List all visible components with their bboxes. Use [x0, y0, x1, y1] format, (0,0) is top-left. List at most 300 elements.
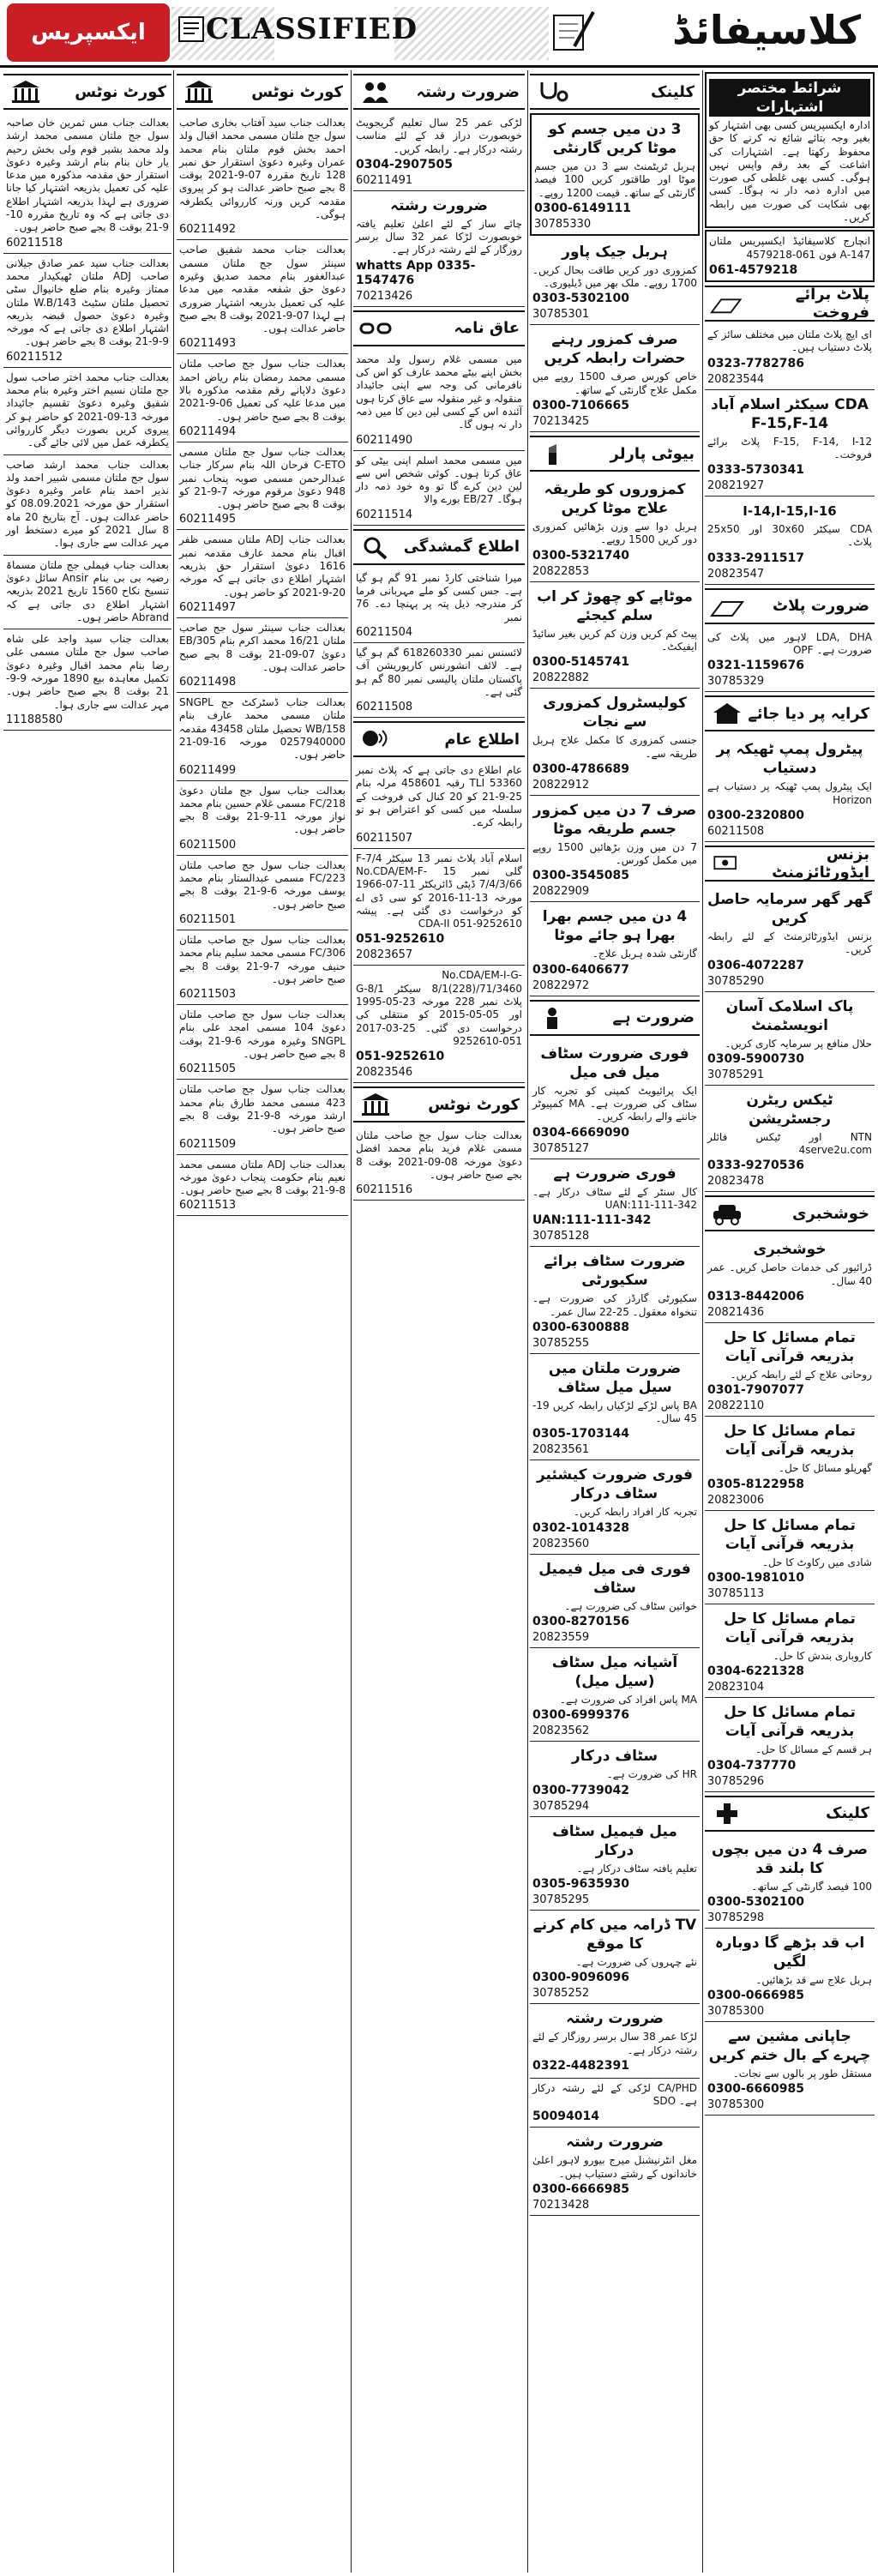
ad-title: صرف 7 دن میں کمزور جسم طریقہ موٹا [532, 801, 697, 838]
court-notice-ad [3, 629, 171, 731]
section-header-court-notice [353, 1086, 525, 1122]
ad-body: بعدالت جناب سید آفتاب بخاری صاحب سول جج ملتان مسمی محمد اقبال ولد احمد بخش قوم ملتان بنام محمد عمران وغیرہ دعویٰ استقرار حق نمبر 128 تاریخ مقررہ 07-9-2021 بوقت 8 بجے صبح حاضر عدالت ہو کر پیروی مقدمہ کریں ورنہ کارروائی یکطرفہ ہوگی۔ [179, 117, 346, 221]
ad-body: ایک پرائیویٹ کمپنی کو تجربہ کار سٹاف کی ضرورت ہے۔ MA کمپیوٹر جاننے والے رابطہ کریں۔ [532, 1084, 697, 1123]
ad-body: میں مسمی محمد اسلم اپنی بیٹی کو عاق کرتا ہوں۔ کوئی شخص اس سے لین دین کرے گا تو وہ خود ذمہ دار ہوگا۔ 27/EB بورے والا [356, 454, 522, 506]
ad-phone: 0302-1014328 [532, 1520, 629, 1535]
court-notice-ad [3, 556, 171, 629]
ad-code: 30785298 [707, 1911, 765, 1924]
ad-code: 20822110 [707, 1399, 765, 1413]
job-ad [530, 1354, 700, 1461]
ad-code: 20821436 [707, 1306, 765, 1320]
ad-code: 30785255 [532, 1336, 590, 1350]
ad-body: بعدالت جناب سید عمر صادق جیلانی صاحب ADJ ملتان ٹھیکیدار محمد ممتاز وغیرہ بنام ضلع خانیوال سٹی تحصیل ملتان سٹیٹ 143/W.B ملتان وغیرہ دعویٰ حصول قبضہ بذریعہ اشتہار اطلاع دی جاتی ہے کہ مورخہ 9-9-21 بوقت 8 بجے حاضر ہوں۔ [6, 256, 169, 348]
ad-body: میرا شناختی کارڈ نمبر 91 گم ہو گیا ہے۔ جس کسی کو ملے مہربانی فرما کر مندرجہ ذیل پتہ پر پہنچا دے۔ 76 نمبر [356, 571, 522, 623]
ad-code: 20823657 [356, 948, 413, 962]
ad-title: I-14,I-15,I-16 [743, 503, 837, 520]
ad-code: 30785294 [532, 1799, 590, 1813]
section-title: کلینک [826, 1804, 869, 1822]
ad-code: 11188580 [6, 713, 63, 726]
ad-title: تمام مسائل کا حل بذریعہ قرآنی آیات [724, 1423, 856, 1460]
court-notice-ad [3, 368, 171, 455]
spiritual-ad [705, 1604, 875, 1698]
ad-title: ضرورت رشتہ [390, 196, 488, 214]
speaking-head-icon [358, 726, 393, 752]
section-header-rishta [353, 74, 525, 110]
ad-title: ضرورت رشتہ [566, 2134, 664, 2152]
ad-phone: 0300-7739042 [532, 1783, 629, 1797]
contact-box [705, 230, 875, 282]
court-notice-ad [177, 1005, 348, 1080]
section-title: خوشخبری [792, 1204, 869, 1223]
column-divider [527, 70, 528, 2573]
column-court-notices-2 [177, 70, 348, 2573]
ad-phone: 0300-0666985 [707, 1989, 804, 2003]
ad-code: 60211495 [179, 513, 237, 527]
ad-code: 60211494 [179, 424, 237, 438]
ad-phone: 0305-9635930 [532, 1876, 629, 1891]
ad-body: بعدالت جناب فیملی جج ملتان مسماۃ رضیہ بی بی بنام Ansir سائل دعویٰ تنسیخ نکاح 1560 تاریخ 2021 بذریعہ اشتہار اطلاع دی جاتی ہے کہ Abrand حاضر ہوں۔ [6, 558, 169, 623]
section-title: کورٹ نوٹس [75, 82, 166, 101]
ad-phone: 0304-6221328 [707, 1664, 804, 1679]
section-title: بیوٹی پارلر [610, 444, 695, 463]
court-building-icon [358, 1092, 393, 1117]
ad-code: 60211503 [179, 988, 237, 1002]
ad-code: 60211514 [356, 508, 413, 521]
ad-phone: 0300-3545085 [532, 869, 629, 883]
ad-code: 60211498 [179, 676, 237, 689]
ad-code: 60211518 [6, 236, 63, 250]
ad-code: 20823478 [707, 1175, 765, 1189]
ad-code: 60211509 [179, 1137, 237, 1151]
court-building-icon [9, 79, 43, 105]
section-header-clinic [705, 1796, 875, 1832]
ad-body: MA پاس افراد کی ضرورت ہے۔ [559, 1694, 697, 1706]
job-ad [530, 1742, 700, 1816]
ad-code: 20822909 [532, 885, 590, 899]
ad-body: بعدالت جناب سینئر سول جج صاحب ملتان 16/21 محمد اکرم بنام 305/EB دعویٰ 07-09-21 بوقت 8 بجے صبح حاضر عدالت ہوں۔ [179, 621, 346, 673]
ad-code: 20823547 [707, 567, 765, 581]
ad-title: گھر گھر سرمایہ حاصل کریں [707, 890, 872, 927]
ad-body: بعدالت جناب محمد شفیق صاحب سینئر سول جج ملتان مسمی عبدالغفور بنام محمد صدیق وغیرہ دعویٰ حق شفعہ مقدمہ میں مدعا علیہ کی تعمیل بذریعہ اشتہار ضروری ہے لہذا 07-9-2021 بوقت 8 بجے صبح حاضر عدالت ہوں۔ [179, 244, 346, 335]
service-ad [705, 1235, 875, 1323]
clinic-ad [530, 796, 700, 903]
column-announcements [353, 70, 525, 2573]
ad-body: بعدالت جناب سول جج صاحب ملتان 306/FC مسمی محمد سلیم بنام محمد حنیف مورخہ 7-9-21 بوقت 8 بجے صبح حاضر ہوں۔ [179, 933, 346, 985]
ad-body: کمزوری دور کریں طاقت بحال کریں۔ 1700 روپے۔ ملک بھر میں ڈیلیوری۔ [532, 263, 697, 290]
land-plot-icon [710, 291, 742, 316]
ad-title: تمام مسائل کا حل بذریعہ قرآنی آیات [724, 1610, 856, 1646]
section-title: ضرورت ہے [612, 1008, 695, 1027]
aaq-nama-ad [353, 350, 525, 451]
ad-phone: 0303-5302100 [532, 292, 629, 306]
ad-code: 20821927 [707, 479, 765, 493]
ad-phone: 0300-7106665 [532, 399, 629, 413]
ad-code: 30785330 [534, 217, 592, 231]
ad-phone: 0300-5302100 [707, 1894, 804, 1909]
ad-body: ڈرائیور کی خدمات حاصل کریں۔ عمر 40 سال۔ [707, 1261, 872, 1287]
ad-title: ٹیکس ریٹرن رجسٹریشن [746, 1091, 833, 1128]
property-ad [705, 628, 875, 693]
public-notice-ad [353, 849, 525, 966]
ad-body: 100 فیصد گارنٹی کے ساتھ۔ [751, 1880, 872, 1893]
ad-body: LDA, DHA لاہور میں پلاٹ کی ضرورت ہے۔ OPF [707, 630, 873, 657]
court-notice-ad [177, 442, 348, 530]
column-divider [351, 70, 352, 2573]
ad-body: بعدالت جناب ڈسٹرکٹ جج SNGPL ملتان مسمی محمد عارف بنام 158/WB تحصیل ملتان 43458 مقدمہ 0257940000 مورخہ 16-09-21 حاضر ہوں۔ [179, 696, 346, 761]
section-header-plot-sale [705, 286, 875, 322]
ad-body: خواتین سٹاف کی ضرورت ہے۔ [564, 1599, 697, 1612]
court-notice-ad [177, 354, 348, 442]
ad-body: ہر قسم کے مسائل کا حل۔ [755, 1743, 872, 1756]
ad-code: 20822912 [532, 778, 590, 791]
court-notice-ad [177, 240, 348, 354]
ad-phone: 0300-4786689 [532, 761, 629, 776]
ad-body: HR کی ضرورت ہے۔ [606, 1768, 697, 1781]
ad-code: 30785301 [532, 308, 590, 322]
ad-body: بعدالت جناب سول جج صاحب ملتان دعویٰ 104 مسمی امجد علی بنام SNGPL وغیرہ مورخہ 6-9-21 بوقت 8 بجے صبح حاضر ہوں۔ [179, 1008, 346, 1061]
ad-title: صرف کمزور رہنے حضرات رابطہ کریں [544, 331, 686, 368]
ad-body: No.CDA/EM-I-G-8/1(228)/71/3460 سیکٹر G-8/1 پلاٹ نمبر 228 مورخہ 23-05-1995 اور 05-05-2015 کو منتقلی کی درخواست دی گئی۔ 25-03-2017 051-9252610 [356, 969, 522, 1047]
ad-body: F-15, F-14, I-12 پلاٹ برائے فروخت۔ [707, 435, 872, 460]
ad-title: فوری فی میل فیمیل سٹاف [538, 1560, 691, 1597]
ad-body: CDA سیکٹر 30x60 اور 25x50 پلاٹ۔ [707, 523, 872, 549]
aaq-nama-ad [353, 451, 525, 526]
spiritual-ad [705, 1417, 875, 1510]
house-icon [710, 701, 744, 726]
ad-title: آشیانہ میل سٹاف (سیل میل) [551, 1654, 678, 1691]
magnifier-icon [358, 534, 393, 560]
ad-phone: 0321-1159676 [707, 659, 804, 673]
masthead [0, 0, 878, 67]
court-notice-ad [177, 113, 348, 240]
ad-phone: 0333-5730341 [707, 463, 804, 478]
ad-code: 60211512 [6, 350, 63, 364]
ad-title: ضرورت رشتہ [566, 2010, 664, 2028]
ad-phone: whatts App 0335-1547476 [356, 258, 476, 287]
court-notice-ad [177, 618, 348, 693]
ad-title: TV ڈرامہ میں کام کرنے کا موقع [532, 1916, 697, 1953]
section-header-ittila-aam [353, 721, 525, 757]
ad-code: 60211493 [179, 337, 237, 351]
ad-body: جنسی کمزوری کا مکمل علاج ہربل طریقہ سے۔ [532, 734, 697, 760]
ad-code: 30785290 [707, 974, 765, 988]
ad-phone: 0305-1703144 [532, 1427, 629, 1441]
spiritual-ad [705, 1511, 875, 1604]
ad-title: پیٹرول پمپ ٹھیکہ پر دستیاب [716, 741, 863, 778]
ad-title: خوشخبری [753, 1241, 827, 1259]
column-property-business [705, 70, 875, 2573]
job-ad [530, 1555, 700, 1648]
ad-body: انچارج کلاسیفائیڈ ایکسپریس ملتان 147-A فون 061-4579218 [709, 235, 870, 261]
ad-phone: 0309-5900730 [707, 1051, 804, 1066]
job-ad [530, 1648, 700, 1742]
section-title: اطلاع گمشدگی [403, 538, 520, 557]
job-ad [530, 1460, 700, 1554]
section-title: عاق نامہ [454, 319, 520, 338]
ad-code: 30785127 [532, 1141, 590, 1155]
ad-title: کولیسٹرول کمزوری سے نجات [543, 695, 687, 731]
ad-body: بعدالت جناب سول جج صاحب ملتان مسمی غلام فرید بنام محمد افضل دعویٰ مورخہ 08-09-2021 بوقت 8 بجے صبح حاضر ہوں۔ [356, 1129, 522, 1182]
clinic-ad [530, 325, 700, 432]
ad-phone: 0300-8270156 [532, 1615, 629, 1629]
ad-code: 20823546 [356, 1066, 413, 1080]
ad-phone: 0300-6666985 [532, 2182, 629, 2196]
ad-body: بعدالت جناب سول جج ملتان دعویٰ 218/FC مسمی غلام حسین بنام محمد نواز مورخہ 11-9-21 بوقت 8 بجے حاضر ہوں۔ [179, 784, 346, 836]
ad-body: مستقل طور پر بالوں سے نجات۔ [732, 2067, 872, 2080]
ad-code: 30785296 [707, 1774, 765, 1788]
court-notice-ad [177, 693, 348, 780]
ad-code: 60211497 [179, 600, 237, 614]
job-ad [530, 1159, 700, 1248]
page-title-urdu: کلاسیفائڈ [672, 7, 861, 53]
ad-title: صرف 4 دن میں بچوں کا بلند قد [711, 1840, 869, 1877]
ad-phone: 0300-5321740 [532, 548, 629, 563]
section-header-court-notice [177, 74, 348, 110]
property-ad [705, 390, 875, 497]
section-header-aaq-nama [353, 310, 525, 346]
ad-code: 60211504 [356, 625, 413, 639]
worker-icon [535, 1005, 569, 1031]
ad-code: 60211500 [179, 838, 237, 852]
ad-body: بعدالت جناب سول جج صاحب ملتان مسمی محمد رمضان بنام ریاض احمد دعویٰ دلاپانے رقم مقدمہ مذکورہ بالا میں مدعا علیہ کی تعمیل 06-9-2021 بوقت 8 بجے صبح حاضر ہوں۔ [179, 358, 346, 423]
business-ad [705, 992, 875, 1086]
lost-notice-ad [353, 569, 525, 643]
ad-title: 3 دن میں جسم کو موٹا کریں گارنٹی [548, 121, 682, 157]
ad-phone: 0301-7907077 [707, 1383, 804, 1398]
section-header-good-news [705, 1195, 875, 1231]
section-header-court-notice [3, 74, 171, 110]
court-building-icon [182, 79, 216, 105]
ad-phone: UAN:111-111-342 [532, 1213, 652, 1228]
pen-and-paper-icon [549, 9, 600, 56]
ad-body: اسلام آباد پلاٹ نمبر 13 سیکٹر F-7/4 گلی نمبر 15 No.CDA/EM-F-7/4/3/66 ڈپٹی ڈائریکٹر 11-07-1966 مورخہ 13-11-2016 کو سی ڈی اے کو درخواست دی گئی ہے۔ پیشہ CDA-II 051-9252610 [356, 852, 523, 930]
ad-body: بعدالت جناب محمد ارشد صاحب سول جج ملتان مسمی شبیر احمد ولد نذیر احمد بنام عامر وغیرہ دعویٰ استقرار حق مورخہ 08.09.2021 کو حاضر عدالت ہوں۔ آج بتاریخ 20 ماہ 8 سال 2021 کو میرے دستخط اور مہر عدالت سے جاری ہوا۔ [6, 458, 170, 550]
ad-code: 20823560 [532, 1537, 590, 1550]
lipstick-icon [535, 441, 569, 466]
ad-title: 4 دن میں جسم بھرا بھرا ہو جائے موٹا [542, 908, 688, 945]
ad-code: 30785300 [707, 2005, 765, 2019]
ad-body: بعدالت جناب سول جج ملتان مسمی C-ETO فرحان اللہ بنام سرکار جناب عبدالرحمن مسمی صوبہ پنجاب نمبر 948 دعویٰ مرقوم مورخہ 7-9-21 کو بوقت 8 بجے صبح حاضر ہوں۔ [179, 445, 346, 511]
court-notice-ad [3, 254, 171, 368]
section-title: کرایہ پر دیا جائے [748, 704, 869, 723]
clinic-ad [530, 582, 700, 689]
ad-body: بعدالت جناب محمد اختر صاحب سول جج ملتان نسیم اختر وغیرہ بنام محمد شفیق وغیرہ دعویٰ تقسیم جائیداد مورخہ 13-09-2021 کو حاضر ہو کر پیروی کریں بصورت دیگر کارروائی یکطرفہ عمل میں لائی جائے گی۔ [6, 370, 169, 449]
ad-code: 20823006 [707, 1493, 765, 1507]
ad-body: ای ایچ پلاٹ ملتان میں مختلف سائز کے پلاٹ دستیاب ہیں۔ [707, 328, 872, 354]
section-title: ضرورت رشتہ [416, 82, 520, 101]
car-icon [710, 1201, 744, 1226]
property-ad [705, 325, 875, 390]
rishta-ad [353, 113, 525, 191]
ad-title: شرائط مختصر اشتہارات [709, 79, 870, 117]
ad-body: سکیورٹی گارڈز کی ضرورت ہے۔ تنخواہ معقول۔ 25-22 سال عمر۔ [532, 1292, 697, 1318]
ad-phone: 0305-8122958 [707, 1477, 804, 1491]
ad-body: لائسنس نمبر 618260330 گم ہو گیا ہے۔ لائف انشورنس کارپوریشن آف پاکستان ملتان پالیسی نمبر 80 گم ہو گئی ہے۔ [356, 646, 522, 698]
ad-body: روحانی علاج کے لئے رابطہ کریں۔ [730, 1369, 872, 1381]
ad-code: 20823559 [532, 1631, 590, 1645]
section-title: ضرورت پلاٹ [772, 597, 869, 616]
ad-code: 20823544 [707, 372, 765, 386]
section-title: اطلاع عام [444, 730, 520, 749]
job-ad [530, 1817, 700, 1911]
spiritual-ad [705, 1698, 875, 1791]
ad-code: 20823562 [532, 1724, 590, 1738]
section-header-gumshudgi [353, 529, 525, 565]
ad-body: شادی میں رکاوٹ کا حل۔ [761, 1556, 872, 1568]
ad-phone: 0306-4072287 [707, 958, 804, 972]
ad-phone: 0300-1981010 [707, 1570, 804, 1585]
ad-code: 60211516 [356, 1183, 413, 1197]
ad-phone: 0300-9096096 [532, 1971, 629, 1985]
ad-code: 70213425 [532, 415, 590, 429]
couple-icon [358, 79, 393, 105]
money-hand-icon [710, 851, 740, 876]
medical-cross-icon [710, 1801, 744, 1827]
rent-ad [705, 735, 875, 842]
ad-body: BA پاس لڑکے لڑکیاں رابطہ کریں 19-45 سال۔ [532, 1399, 697, 1425]
ad-code: 20822853 [532, 564, 590, 578]
clinic-ad [705, 1929, 875, 2022]
ad-body: کاروباری بندش کا حل۔ [773, 1649, 872, 1662]
ad-title: فوری ضرورت سٹاف میل فی میل [540, 1044, 689, 1081]
clinic-ad [705, 1835, 875, 1929]
court-notice-ad [3, 455, 171, 556]
ad-code: 30785252 [532, 1987, 590, 2001]
ad-title: CDA سیکٹر اسلام آباد F-15,F-14 [711, 395, 869, 432]
section-title: بزنس ایڈورٹائزمنٹ [772, 845, 869, 882]
ad-title: فوری ضرورت ہے [553, 1165, 677, 1183]
court-notice-ad [177, 930, 348, 1005]
public-notice-ad [353, 966, 525, 1083]
ad-title: تمام مسائل کا حل بذریعہ قرآنی آیات [724, 1704, 856, 1741]
ad-body: CA/PHD لڑکی کے لئے رشتہ درکار ہے۔ SDO [532, 2081, 697, 2108]
ad-phone: 051-9252610 [356, 932, 445, 947]
ad-phone: 0322-4482391 [532, 2058, 629, 2073]
section-title: کورٹ نوٹس [428, 1095, 520, 1114]
public-notice-ad [353, 761, 525, 848]
ad-title: فوری ضرورت کیشئیر سٹاف درکار [536, 1466, 693, 1503]
ad-body: ادارہ ایکسپریس کسی بھی اشتہار کو بغیر وجہ بتائے شائع نہ کرنے کا حق محفوظ رکھتا ہے۔ اشتہارات کی اشاعت کے بعد رقم واپس نہیں ہوگی۔ کسی بھی غلطی کی صورت میں ادارہ ذمہ دار نہ ہوگا۔ کسی بھی شکایت کی صورت میں رابطہ کریں۔ [709, 119, 870, 224]
header-rule [0, 65, 878, 68]
ad-code: 20822882 [532, 671, 590, 685]
ad-code: 60211513 [179, 1199, 237, 1213]
ad-body: گھریلو مسائل کا حل۔ [779, 1462, 872, 1475]
ad-body: کال سنٹر کے لئے سٹاف درکار ہے۔ UAN:111-111-342 [532, 1185, 697, 1211]
rishta-ad [530, 2004, 700, 2079]
ad-body: بزنس ایڈورٹائزمنٹ کے لئے رابطہ کریں۔ [707, 930, 872, 956]
land-plot-icon [710, 593, 744, 619]
ad-body: عام اطلاع دی جاتی ہے کہ پلاٹ نمبر 53360 TLI رقبہ 458601 مرلہ بنام 25-9-21 کو 20 کنال کی فروخت کے سلسلہ میں کسی کو اعتراض ہو تو رابطہ کرے۔ [356, 764, 523, 829]
ad-body: ہربل علاج سے قد بڑھائیں۔ [755, 1973, 872, 1986]
ad-phone: 0313-8442006 [707, 1290, 804, 1304]
ad-body: تعلیم یافتہ سٹاف درکار ہے۔ [576, 1862, 697, 1875]
ad-body: بعدالت جناب ADJ ملتان مسمی ظفر اقبال بنام محمد عارف مقدمہ نمبر 1616 دعویٰ استقرار حق بذریعہ اشتہار اطلاع دی جاتی ہے کہ مورخہ 20-9-2021 کو حاضر ہوں۔ [179, 533, 346, 599]
section-header-beauty [530, 436, 700, 472]
ad-body: بعدالت جناب مس ثمرین خان صاحبہ سول جج ملتان مسمی محمد ارشد ولد محمد بشیر قوم ولی بخش رحیم یار خان بنام بنام ارشد وغیرہ دعویٰ استقرار حق مقدمہ مذکورہ میں مدعا علیہ کی تعمیل بذریعہ اشتہار کیا جانا ضروری ہے لہذا بذریعہ اشتہار اطلاع دی جاتی ہے کہ وہ تاریخ مقررہ 10-9-21 بوقت 8 بجے صبح حاضر ہوں۔ [6, 117, 169, 234]
ad-body: بعدالت جناب سول جج صاحب ملتان 423 مسمی محمد طارق بنام محمد ارشد مورخہ 8-9-21 بوقت 8 بجے صبح حاضر ہوں۔ [179, 1083, 346, 1135]
ad-body: گارنٹی شدہ ہربل علاج۔ [592, 948, 697, 960]
ad-body: لڑکا عمر 38 سال برسر روزگار کے لئے رشتہ درکار ہے۔ [532, 2031, 697, 2056]
column-divider [702, 70, 703, 2573]
clinic-ad [705, 2022, 875, 2116]
ad-code: 60211507 [356, 831, 413, 845]
clinic-ad [530, 902, 700, 996]
ad-title: ضرورت سٹاف برائے سکیورٹی [544, 1253, 686, 1290]
section-header-clinic [530, 74, 700, 110]
ad-title: جاپانی مشین سے چہرے کے بال ختم کریں [708, 2028, 871, 2065]
page-title-english: CLASSIFIED [206, 12, 418, 46]
ad-phone: 0323-7782786 [707, 356, 804, 370]
clinic-ad [530, 475, 700, 582]
ad-body: تجربہ کار افراد رابطہ کریں۔ [573, 1506, 697, 1519]
ad-phone: 0304-737770 [707, 1758, 797, 1773]
stethoscope-icon [535, 79, 569, 105]
ad-code: 60211508 [356, 701, 413, 714]
ad-phone: 0300-6660985 [707, 2082, 804, 2097]
lost-notice-ad [353, 643, 525, 718]
ad-body: بعدالت جناب ADJ ملتان مسمی محمد نعیم بنام حکومت پنجاب دعویٰ مورخہ 8-9-21 بوقت 8 بجے صبح حاضر ہوں۔ [179, 1158, 346, 1197]
ad-phone: 0300-2320800 [707, 808, 804, 822]
ad-phone: 051-9252610 [356, 1050, 445, 1064]
terms-box [705, 72, 875, 228]
ad-body: 7 دن میں وزن بڑھائیں 1500 روپے میں مکمل کورس۔ [532, 840, 698, 867]
ad-phone: 0300-6300888 [532, 1320, 629, 1334]
clinic-ad [530, 689, 700, 796]
ad-phone: 0300-6149111 [534, 201, 631, 215]
ad-code: 60211508 [707, 824, 765, 838]
ad-body: ہربل دوا سے وزن بڑھائیں کمزوری دور کریں 1500 روپے۔ [532, 521, 697, 546]
court-notice-ad [3, 113, 171, 254]
ad-body: خاص کورس صرف 1500 روپے میں مکمل علاج گارنٹی کے ساتھ۔ [532, 370, 697, 396]
ad-code: 30785329 [707, 675, 765, 689]
rishta-ad [530, 2079, 700, 2128]
ad-body: چائے ساز کے لئے اعلیٰ تعلیم یافتہ خوبصورت لڑکا عمر 32 سال برسر روزگار کے لئے رشتہ درکار ہے۔ [356, 217, 522, 256]
ad-code: 70213428 [532, 2198, 590, 2212]
ad-body: بعدالت جناب سول جج صاحب ملتان 223/FC مسمی عبدالستار بنام محمد یوسف مورخہ 6-9-21 بوقت 8 بجے صبح حاضر ہوں۔ [179, 858, 346, 911]
ad-body: میں مسمی غلام رسول ولد محمد بخش اپنے بیٹے محمد عارف کو اس کی نافرمانی کی وجہ سے اپنی جائیداد منقولہ و غیر منقولہ سے عاق کرتا ہوں آئندہ اس کے کسی لین دین کا میں ذمہ دار نہ ہوں گا۔ [356, 352, 522, 431]
ad-code: 70213426 [356, 289, 413, 303]
court-notice-ad [353, 1126, 525, 1201]
property-ad [705, 497, 875, 585]
ad-phone: 061-4579218 [709, 262, 798, 277]
job-ad [530, 1247, 700, 1354]
express-logo: ایکسپریس [7, 3, 170, 62]
business-ad [705, 1086, 875, 1193]
ad-code: 20822972 [532, 978, 590, 992]
ad-body: ہربل ٹریٹمنٹ سے 3 دن میں جسم موٹا اور طاقتور کریں 100 فیصد گارنٹی کے ساتھ۔ قیمت 1200 روپے۔ [534, 160, 695, 199]
ad-title: ضرورت ملتان میں سیل میل سٹاف [548, 1359, 682, 1396]
ad-title: تمام مسائل کا حل بذریعہ قرآنی آیات [724, 1516, 856, 1553]
business-ad [705, 885, 875, 992]
ad-title: تمام مسائل کا حل بذریعہ قرآنی آیات [724, 1329, 856, 1366]
court-notice-ad [177, 856, 348, 930]
section-title: کلینک [651, 82, 695, 101]
section-header-rent [705, 695, 875, 731]
ad-title: موٹاپے کو چھوڑ کر اب سلم کیجئے [537, 587, 693, 624]
ad-phone: 0304-2907505 [356, 157, 453, 172]
clinic-ad [530, 238, 700, 326]
ad-code: 30785128 [532, 1230, 590, 1243]
ad-body: بعدالت جناب سید واجد علی شاہ صاحب سول جج ملتان مسمی علی رضا بنام محمد اقبال وغیرہ دعویٰ تکمیل معاہدہ بیع 1890 مورخہ 9-9-21 بوقت 8 بجے صبح حاضر ہوں۔ مہر عدالت سے جاری ہوا۔ [6, 633, 170, 711]
job-ad [530, 1039, 700, 1159]
rishta-ad [353, 191, 525, 307]
ad-body: NTN اور ٹیکس فائلر 4serve2u.com [707, 1130, 872, 1157]
spiritual-ad [705, 1323, 875, 1417]
section-header-plot-wanted [705, 588, 875, 624]
ad-code: 60211490 [356, 433, 413, 447]
ad-phone: 0304-6669090 [532, 1125, 629, 1140]
section-header-business [705, 846, 875, 882]
